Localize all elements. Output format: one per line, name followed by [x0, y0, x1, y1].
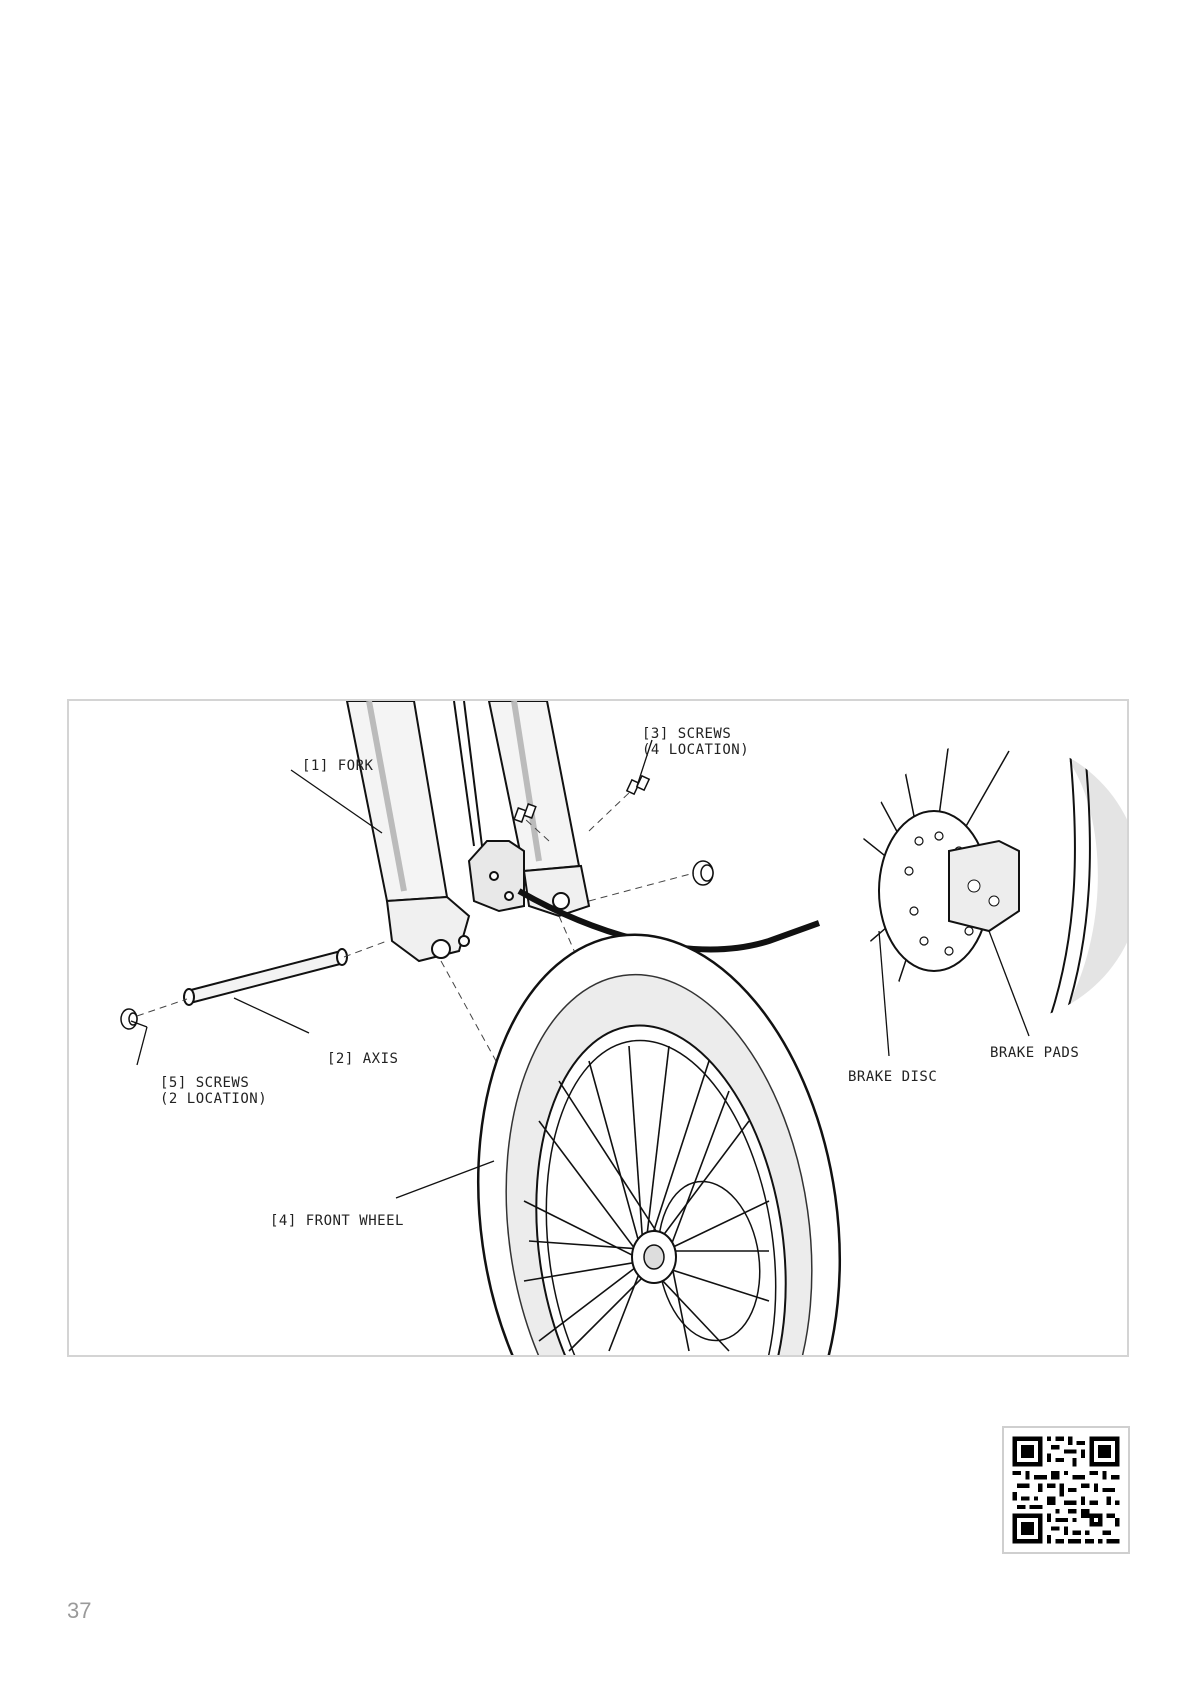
brake-pads-callout: BRAKE PADS — [990, 1045, 1080, 1061]
qr-code[interactable] — [1002, 1426, 1130, 1554]
assembly-figure — [67, 699, 1129, 1357]
screws-5-callout-line1: [5] SCREWS — [160, 1075, 250, 1091]
page-number: 37 — [67, 1598, 92, 1623]
brake-detail-drawing — [849, 731, 1129, 1031]
front-wheel-callout: [4] FRONT WHEEL — [270, 1213, 404, 1229]
brake-disc-callout: BRAKE DISC — [848, 1069, 938, 1085]
screws-5-callout-line2: (2 LOCATION) — [160, 1091, 268, 1107]
fork-callout: [1] FORK — [302, 758, 374, 774]
screws-3-callout-line2: (4 LOCATION) — [642, 742, 750, 758]
axis-drawing — [184, 949, 347, 1005]
front-wheel-drawing — [443, 911, 876, 1357]
screws-3-callout-line1: [3] SCREWS — [642, 726, 732, 742]
screws-5-drawing — [121, 1009, 137, 1029]
front-wheel-assembly-drawing — [69, 701, 1129, 1357]
fork-drawing — [347, 701, 589, 961]
axis-callout: [2] AXIS — [327, 1051, 399, 1067]
spacer-drawing — [693, 861, 713, 885]
qr-code-icon — [1004, 1428, 1128, 1552]
